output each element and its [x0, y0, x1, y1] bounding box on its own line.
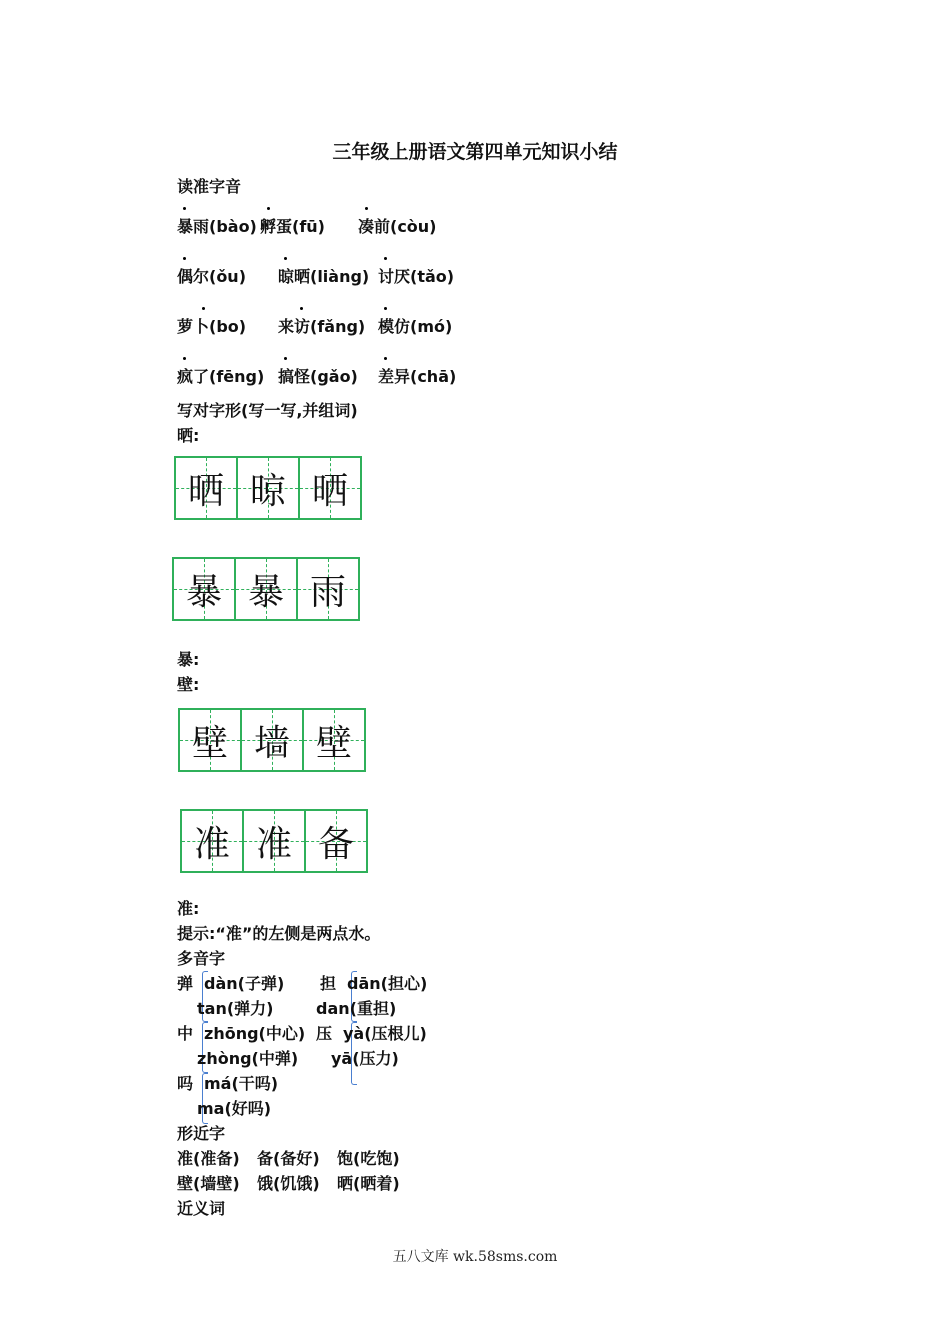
footer-watermark: 五八文库 wk.58sms.com	[392, 1249, 558, 1265]
pron-item: 来访(fǎng)	[278, 317, 366, 336]
char-label-bao: 暴:	[177, 650, 200, 669]
similar-item: 饱(吃饱)	[337, 1149, 400, 1168]
poly-reading: yā(压力)	[331, 1049, 399, 1068]
grid-cell: 暴	[234, 557, 298, 621]
char-label-shai: 晒:	[177, 426, 200, 445]
pron-item: 萝卜(bo)	[177, 317, 247, 336]
writing-grid-bi	[178, 708, 364, 772]
similar-item: 饿(饥饿)	[257, 1174, 320, 1193]
grid-cell: 雨	[296, 557, 360, 621]
section-heading-polyphone: 多音字	[177, 949, 226, 968]
pron-item: 搞怪(gǎo)	[278, 367, 358, 386]
section-heading-pronunciation: 读准字音	[177, 177, 242, 196]
pron-item: 讨厌(tǎo)	[378, 267, 455, 286]
pron-item: 模仿(mó)	[378, 317, 453, 336]
grid-cell: 壁	[302, 708, 366, 772]
similar-item: 备(备好)	[257, 1149, 320, 1168]
poly-char: 中	[177, 1024, 194, 1043]
emphasis-dot	[384, 257, 387, 260]
grid-cell: 墙	[240, 708, 304, 772]
emphasis-dot	[183, 357, 186, 360]
similar-item: 晒(晒着)	[337, 1174, 400, 1193]
page-title: 三年级上册语文第四单元知识小结	[332, 141, 618, 163]
char-label-bi: 壁:	[177, 675, 200, 694]
similar-item: 准(准备)	[177, 1149, 240, 1168]
emphasis-dot	[267, 207, 270, 210]
writing-grid-shai	[174, 456, 360, 520]
poly-reading: yà(压根儿)	[343, 1024, 427, 1043]
poly-reading: zhòng(中弹)	[197, 1049, 299, 1068]
emphasis-dot	[384, 307, 387, 310]
pron-item: 孵蛋(fū)	[260, 217, 325, 236]
poly-reading: dàn(子弹)	[204, 974, 285, 993]
poly-char: 压	[316, 1024, 333, 1043]
pron-item: 差异(chā)	[378, 367, 457, 386]
writing-grid-bao	[172, 557, 358, 621]
grid-cell: 晒	[298, 456, 362, 520]
poly-reading: má(干吗)	[204, 1074, 279, 1093]
grid-cell: 晒	[174, 456, 238, 520]
poly-reading: ma(好吗)	[197, 1099, 272, 1118]
grid-cell: 准	[180, 809, 244, 873]
pron-item: 暴雨(bào)	[177, 217, 257, 236]
poly-reading: dān(担心)	[347, 974, 428, 993]
emphasis-dot	[384, 357, 387, 360]
poly-char: 担	[320, 974, 337, 993]
grid-cell: 备	[304, 809, 368, 873]
grid-cell: 晾	[236, 456, 300, 520]
emphasis-dot	[183, 257, 186, 260]
pron-item: 疯了(fēng)	[177, 367, 265, 386]
writing-grid-zhun	[180, 809, 366, 873]
grid-cell: 准	[242, 809, 306, 873]
poly-reading: dan(重担)	[316, 999, 397, 1018]
section-heading-synonym: 近义词	[177, 1199, 226, 1218]
poly-reading: tan(弹力)	[197, 999, 274, 1018]
emphasis-dot	[300, 307, 303, 310]
similar-item: 壁(墙壁)	[177, 1174, 240, 1193]
emphasis-dot	[365, 207, 368, 210]
emphasis-dot	[284, 257, 287, 260]
section-heading-writing: 写对字形(写一写,并组词)	[177, 401, 358, 420]
pron-item: 晾晒(liàng)	[278, 267, 370, 286]
char-label-zhun: 准:	[177, 899, 200, 918]
hint-text: 提示:“准”的左侧是两点水。	[177, 924, 381, 943]
poly-char: 吗	[177, 1074, 194, 1093]
section-heading-similar: 形近字	[177, 1124, 226, 1143]
emphasis-dot	[183, 207, 186, 210]
grid-cell: 壁	[178, 708, 242, 772]
grid-cell: 暴	[172, 557, 236, 621]
emphasis-dot	[284, 357, 287, 360]
poly-reading: zhōng(中心)	[204, 1024, 306, 1043]
poly-char: 弹	[177, 974, 194, 993]
pron-item: 凑前(còu)	[358, 217, 437, 236]
pron-item: 偶尔(ǒu)	[177, 267, 247, 286]
emphasis-dot	[202, 307, 205, 310]
